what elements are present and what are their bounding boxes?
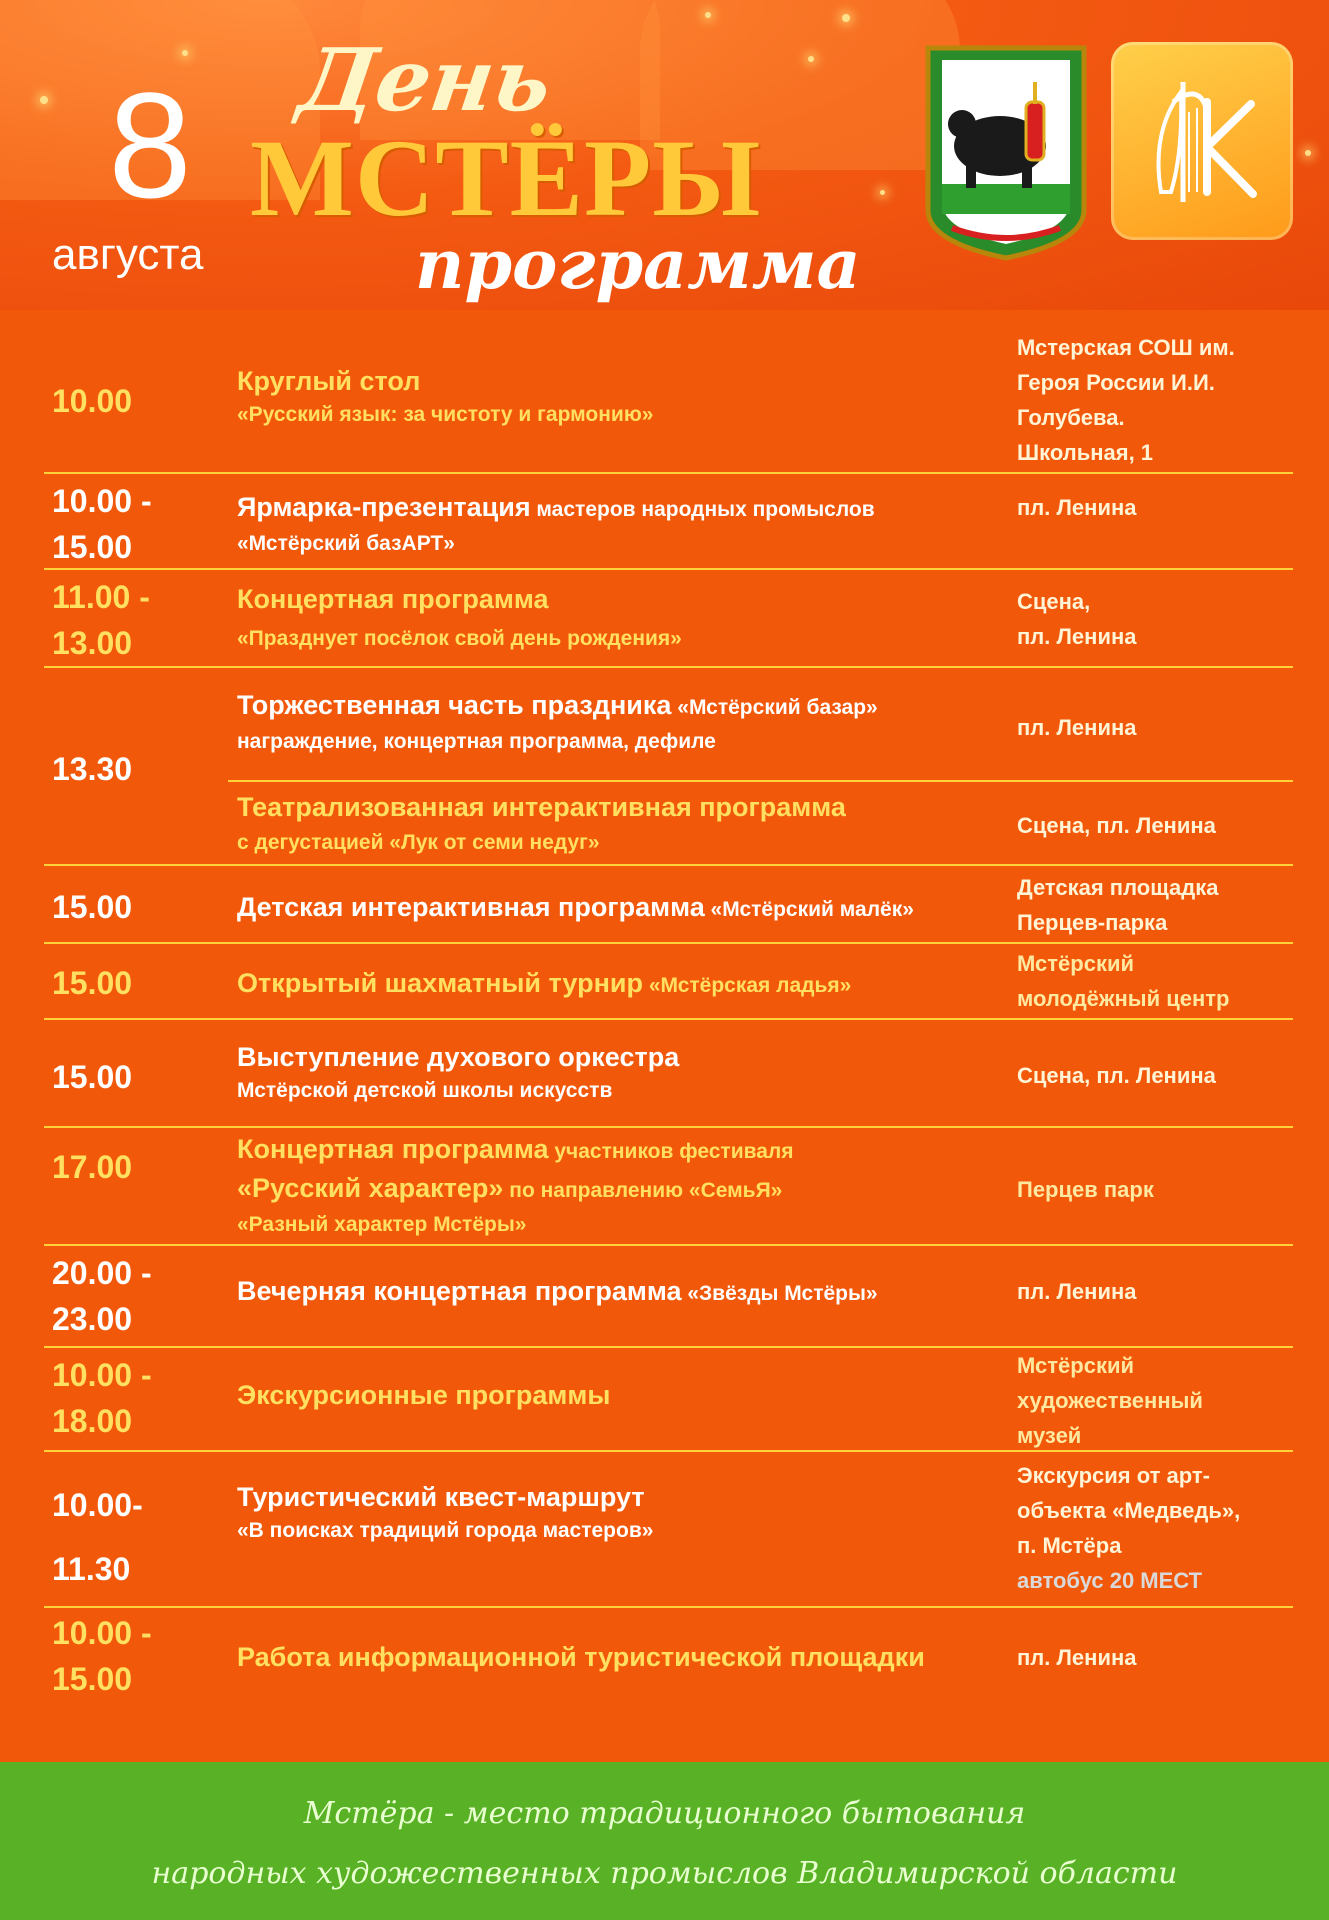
event-title-tail: участников фестиваля (548, 1140, 794, 1163)
footer-line-1: Мстёра - место традиционного бытования (303, 1796, 1026, 1831)
row-time: 17.00 (52, 1149, 133, 1185)
sparkle-decoration (1305, 150, 1311, 156)
row-divider (44, 472, 1293, 474)
event-cell (237, 890, 987, 927)
row-divider (44, 1244, 1293, 1246)
event-subtitle: «Мстёрский базАРТ» (237, 532, 455, 555)
event-title: Концертная программа (237, 1134, 549, 1164)
row-time: 15.00 (52, 889, 133, 925)
poster-header (0, 0, 1329, 310)
date-day: 8 (108, 61, 192, 229)
row-divider (44, 1606, 1293, 1608)
event-subtitle: «Русский язык: за чистоту и гармонию» (237, 403, 654, 426)
sparkle-decoration (40, 96, 48, 104)
sparkle-decoration (705, 12, 711, 18)
event-cell (237, 790, 987, 860)
event-title-tail: «Мстёрский базар» (671, 696, 878, 719)
event-subtitle: «Разный характер Мстёры» (237, 1213, 527, 1236)
event-title: Работа информационной туристической площадки (237, 1642, 925, 1672)
row-divider (44, 942, 1293, 944)
place-line: п. Мстёра (1017, 1533, 1122, 1558)
event-title: Театрализованная интерактивная программа (237, 792, 846, 822)
place-cell (1017, 946, 1307, 1016)
event-subtitle: Мстёрской детской школы искусств (237, 1079, 613, 1102)
row-time (52, 478, 152, 570)
row-divider (44, 1450, 1293, 1452)
time-start: 20.00 - (52, 1255, 152, 1291)
place-line: Перцев-парка (1017, 910, 1168, 935)
place-cell: Сцена, пл. Ленина (1017, 813, 1216, 838)
time-start: 10.00 - (52, 1357, 152, 1393)
place-line: Мстёрский (1017, 1353, 1135, 1378)
place-cell: пл. Ленина (1017, 1645, 1137, 1670)
place-line: художественный (1017, 1388, 1203, 1413)
sparkle-decoration (808, 56, 814, 62)
place-cell: Сцена, пл. Ленина (1017, 1063, 1216, 1088)
place-note: автобус 20 МЕСТ (1017, 1568, 1203, 1593)
event-subtitle: «Празднует посёлок свой день рождения» (237, 627, 682, 650)
row-time: 15.00 (52, 1059, 133, 1095)
event-title-tail: «Мстёрская ладья» (642, 974, 852, 997)
place-line: объекта «Медведь», (1017, 1498, 1241, 1523)
coat-of-arms-bear-icon (922, 42, 1090, 264)
row-time (52, 574, 150, 666)
place-line: пл. Ленина (1017, 624, 1137, 649)
time-end: 23.00 (52, 1301, 133, 1337)
place-cell: Перцев парк (1017, 1177, 1154, 1202)
title-den: День (292, 30, 558, 131)
place-cell: пл. Ленина (1017, 495, 1137, 520)
footer-line-2: народных художественных промыслов Владимирской области (151, 1856, 1178, 1891)
place-line: Мстерская СОШ им. (1017, 335, 1235, 360)
event-title: Торжественная часть праздника (237, 690, 672, 720)
event-title-line2: «Русский характер» (237, 1173, 504, 1203)
row-time (52, 1482, 143, 1592)
date-month: августа (52, 230, 204, 279)
place-cell: пл. Ленина (1017, 715, 1137, 740)
row-time: 15.00 (52, 965, 133, 1001)
place-cell (1017, 1458, 1307, 1598)
event-cell (237, 582, 987, 656)
place-cell (1017, 584, 1307, 654)
event-title: Детская интерактивная программа (237, 892, 705, 922)
event-cell (237, 364, 987, 432)
event-title-tail: «Звёзды Мстёры» (681, 1282, 878, 1305)
row-time (52, 1352, 152, 1444)
event-cell (237, 1378, 987, 1412)
event-cell (237, 1132, 987, 1242)
place-line: Детская площадка (1017, 875, 1219, 900)
row-divider (44, 568, 1293, 570)
event-subtitle: с дегустацией «Лук от семи недуг» (237, 831, 600, 854)
place-line: Мстёрский (1017, 951, 1135, 976)
title-programma: программа (415, 225, 861, 305)
event-cell (237, 490, 987, 561)
sparkle-decoration (182, 50, 188, 56)
row-divider (228, 780, 1293, 782)
place-cell (1017, 1348, 1307, 1453)
place-line: музей (1017, 1423, 1082, 1448)
event-title: Туристический квест-маршрут (237, 1482, 645, 1512)
row-time (52, 1250, 152, 1342)
place-line: Школьная, 1 (1017, 440, 1154, 465)
lyre-letter-k-logo (1111, 42, 1293, 240)
title-mstery: МСТЁРЫ (250, 117, 762, 239)
footer-banner (0, 1762, 1329, 1920)
event-title: Открытый шахматный турнир (237, 968, 643, 998)
event-cell (237, 1480, 987, 1548)
time-end: 15.00 (52, 529, 133, 565)
event-title-tail: мастеров народных промыслов (530, 498, 875, 521)
event-title: Ярмарка-презентация (237, 492, 531, 522)
event-cell (237, 1040, 987, 1108)
event-title: Концертная программа (237, 584, 549, 614)
event-cell (237, 1640, 987, 1674)
row-time: 13.30 (52, 751, 133, 787)
place-line: Голубева. (1017, 405, 1125, 430)
event-cell (237, 1274, 987, 1311)
event-title: Круглый стол (237, 366, 421, 396)
event-subtitle: награждение, концертная программа, дефиле (237, 730, 716, 753)
event-title: Выступление духового оркестра (237, 1042, 680, 1072)
place-line: Экскурсия от арт- (1017, 1463, 1210, 1488)
time-end: 13.00 (52, 625, 133, 661)
time-start: 11.00 - (52, 579, 150, 615)
event-subtitle: «В поисках традиций города мастеров» (237, 1519, 654, 1542)
time-start: 10.00 - (52, 1615, 152, 1651)
row-divider (44, 666, 1293, 668)
row-divider (44, 1018, 1293, 1020)
event-title: Вечерняя концертная программа (237, 1276, 682, 1306)
place-cell (1017, 330, 1307, 470)
row-time (52, 1610, 152, 1702)
place-line: Сцена, (1017, 589, 1091, 614)
place-cell: пл. Ленина (1017, 1279, 1137, 1304)
time-end: 15.00 (52, 1661, 133, 1697)
place-line: молодёжный центр (1017, 986, 1230, 1011)
row-divider (44, 1126, 1293, 1128)
sparkle-decoration (842, 14, 850, 22)
time-start: 10.00- (52, 1487, 143, 1523)
row-time: 10.00 (52, 383, 133, 419)
time-end: 18.00 (52, 1403, 133, 1439)
time-end: 11.30 (52, 1551, 131, 1587)
event-title-tail: «Мстёрский малёк» (704, 898, 914, 921)
event-cell (237, 688, 987, 759)
place-cell (1017, 870, 1307, 940)
sparkle-decoration (880, 190, 885, 195)
event-cell (237, 966, 987, 1003)
row-divider (44, 864, 1293, 866)
event-title-line2-tail: по направлению «СемьЯ» (503, 1179, 783, 1202)
time-start: 10.00 - (52, 483, 152, 519)
event-title: Экскурсионные программы (237, 1380, 611, 1410)
place-line: Героя России И.И. (1017, 370, 1215, 395)
